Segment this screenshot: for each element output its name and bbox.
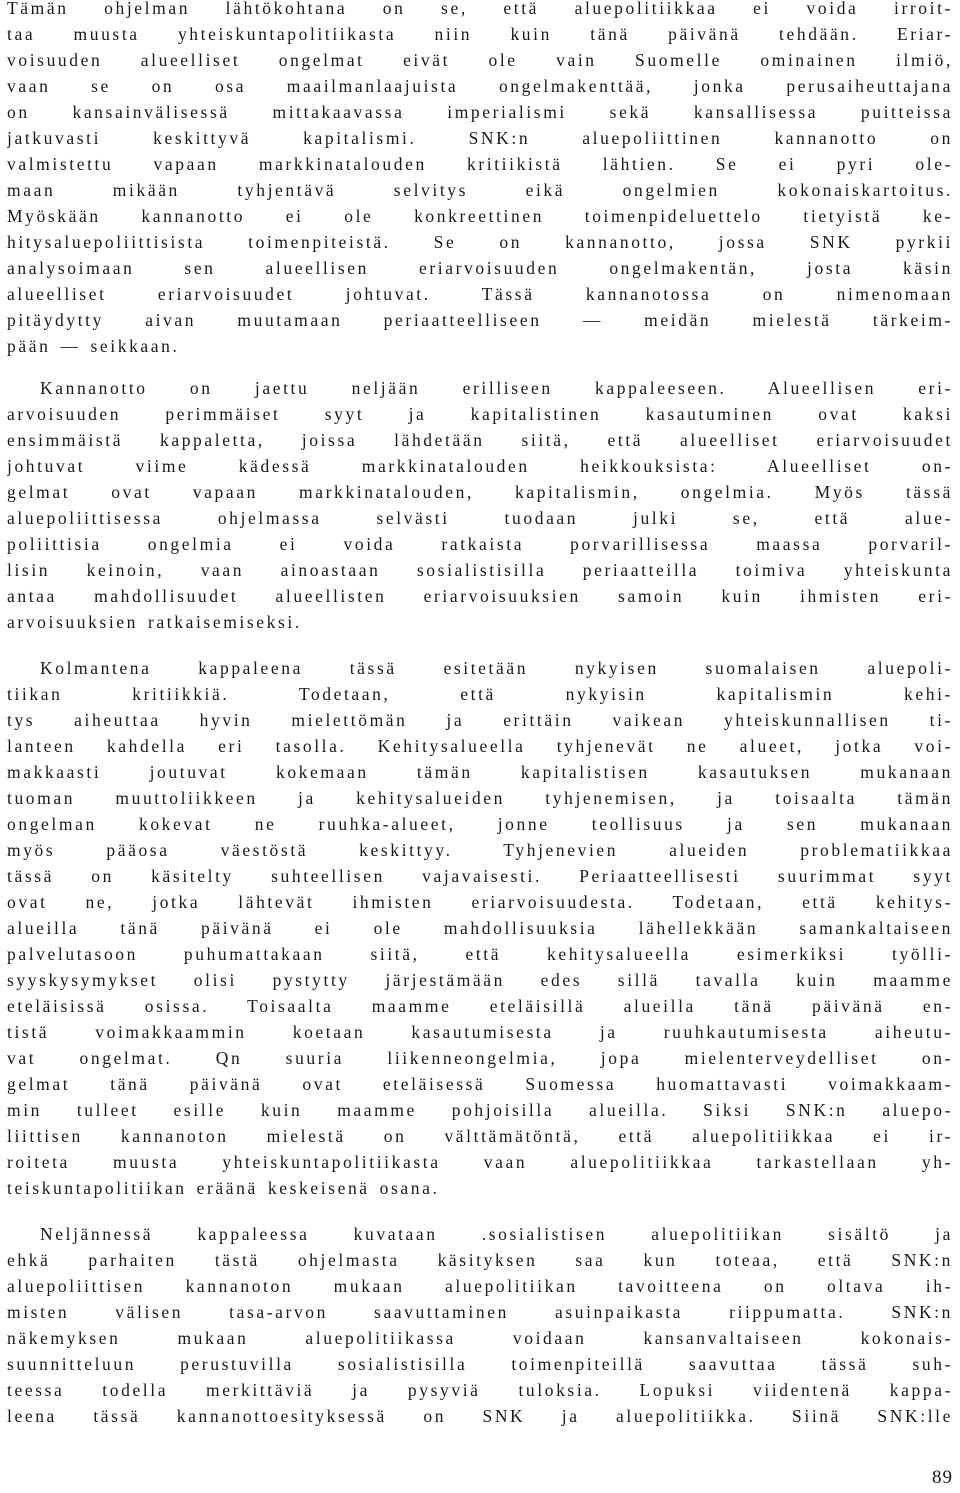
- text-line: antaa mahdollisuudet alueellisten eriarvoisuuksien samoin kuin ihmisten eri-: [7, 586, 953, 606]
- text-line: tys aiheuttaa hyvin mielettömän ja erittäin vaikean yhteiskunnallisen ti-: [7, 710, 953, 730]
- text-line: alueilla tänä päivänä ei ole mahdollisuuksia lähellekkään samankaltaiseen: [7, 918, 953, 938]
- paragraph-4: [7, 1221, 953, 1429]
- text-line: Kolmantena kappaleena tässä esitetään nykyisen suomalaisen aluepoli-: [40, 658, 953, 678]
- text-line: eteläisissä osissa. Toisaalta maamme eteläisillä alueilla tänä päivänä en-: [7, 996, 953, 1016]
- text-line: tässä on käsitelty suhteellisen vajavaisesti. Periaatteellisesti suurimmat syyt: [7, 866, 953, 886]
- text-line: teessa todella merkittäviä ja pysyviä tuloksia. Lopuksi viidentenä kappa-: [7, 1380, 953, 1400]
- text-line: Neljännessä kappaleessa kuvataan .sosialistisen aluepolitiikan sisältö ja: [40, 1224, 953, 1244]
- text-line: ovat ne, jotka lähtevät ihmisten eriarvoisuudesta. Todetaan, että kehitys-: [7, 892, 953, 912]
- text-line: aluepoliittisen kannanoton mukaan aluepolitiikan tavoitteena on oltava ih-: [7, 1276, 953, 1296]
- text-line: analysoimaan sen alueellisen eriarvoisuuden ongelmakentän, josta käsin: [7, 258, 953, 278]
- page-number: 89: [932, 1467, 953, 1488]
- text-line: hitysaluepoliittisista toimenpiteistä. Se on kannanotto, jossa SNK pyrkii: [7, 232, 953, 252]
- text-line: palvelutasoon puhumattakaan siitä, että kehitysalueella esimerkiksi työlli-: [7, 944, 953, 964]
- text-line: ongelman kokevat ne ruuhka-alueet, jonne teollisuus ja sen mukanaan: [7, 814, 953, 834]
- text-line: johtuvat viime kädessä markkinatalouden heikkouksista: Alueelliset on-: [7, 456, 953, 476]
- text-line: poliittisia ongelmia ei voida ratkaista porvarillisessa maassa porvaril-: [7, 534, 953, 554]
- text-line: voisuuden alueelliset ongelmat eivät ole vain Suomelle ominainen ilmiö,: [7, 50, 953, 70]
- text-line: tistä voimakkaammin koetaan kasautumisesta ja ruuhkautumisesta aiheutu-: [7, 1022, 953, 1042]
- text-line: Tämän ohjelman lähtökohtana on se, että aluepolitiikkaa ei voida irroit-: [7, 0, 953, 18]
- text-line: arvoisuuksien ratkaisemiseksi.: [7, 612, 302, 632]
- text-line: maan mikään tyhjentävä selvitys eikä ongelmien kokonaiskartoitus.: [7, 180, 953, 200]
- text-line: gelmat ovat vapaan markkinatalouden, kapitalismin, ongelmia. Myös tässä: [7, 482, 953, 502]
- text-line: ensimmäistä kappaletta, joissa lähdetään siitä, että alueelliset eriarvoisuudet: [7, 430, 953, 450]
- text-line: makkaasti joutuvat kokemaan tämän kapitalistisen kasautuksen mukanaan: [7, 762, 953, 782]
- paragraph-2: [7, 375, 953, 635]
- text-line: jatkuvasti keskittyvä kapitalismi. SNK:n aluepoliittinen kannanotto on: [7, 128, 953, 148]
- text-line: myös pääosa väestöstä keskittyy. Tyhjenevien alueiden problematiikkaa: [7, 840, 953, 860]
- text-line: roiteta muusta yhteiskuntapolitiikasta vaan aluepolitiikkaa tarkastellaan yh-: [7, 1152, 953, 1172]
- text-line: ehkä parhaiten tästä ohjelmasta käsityksen saa kun toteaa, että SNK:n: [7, 1250, 953, 1270]
- text-line: näkemyksen mukaan aluepolitiikassa voidaan kansanvaltaiseen kokonais-: [7, 1328, 953, 1348]
- text-line: on kansainvälisessä mittakaavassa imperialismi sekä kansallisessa puitteissa: [7, 102, 953, 122]
- text-line: teiskuntapolitiikan eräänä keskeisenä osana.: [7, 1178, 440, 1198]
- text-line: pään — seikkaan.: [7, 336, 180, 356]
- text-line: lanteen kahdella eri tasolla. Kehitysalueella tyhjenevät ne alueet, jotka voi-: [7, 736, 953, 756]
- text-line: arvoisuuden perimmäiset syyt ja kapitalistinen kasautuminen ovat kaksi: [7, 404, 953, 424]
- text-line: taa muusta yhteiskuntapolitiikasta niin kuin tänä päivänä tehdään. Eriar-: [7, 24, 953, 44]
- text-line: liittisen kannanoton mielestä on välttämätöntä, että aluepolitiikkaa ei ir-: [7, 1126, 953, 1146]
- text-line: misten välisen tasa-arvon saavuttaminen asuinpaikasta riippumatta. SNK:n: [7, 1302, 953, 1322]
- text-line: Myöskään kannanotto ei ole konkreettinen toimenpideluettelo tietyistä ke-: [7, 206, 953, 226]
- text-line: gelmat tänä päivänä ovat eteläisessä Suomessa huomattavasti voimakkaam-: [7, 1074, 953, 1094]
- text-line: aluepoliittisessa ohjelmassa selvästi tuodaan julki se, että alue-: [7, 508, 953, 528]
- text-line: alueelliset eriarvoisuudet johtuvat. Tässä kannanotossa on nimenomaan: [7, 284, 953, 304]
- text-line: valmistettu vapaan markkinatalouden kritiikistä lähtien. Se ei pyri ole-: [7, 154, 953, 174]
- text-line: tuoman muuttoliikkeen ja kehitysalueiden tyhjenemisen, ja toisaalta tämän: [7, 788, 953, 808]
- paragraph-1: [7, 0, 953, 359]
- text-line: syyskysymykset olisi pystytty järjestämään edes sillä tavalla kuin maamme: [7, 970, 953, 990]
- text-line: leena tässä kannanottoesityksessä on SNK ja aluepolitiikka. Siinä SNK:lle: [7, 1406, 953, 1426]
- text-line: min tulleet esille kuin maamme pohjoisilla alueilla. Siksi SNK:n aluepo-: [7, 1100, 953, 1120]
- text-line: suunnitteluun perustuvilla sosialistisilla toimenpiteillä saavuttaa tässä suh-: [7, 1354, 953, 1374]
- text-line: tiikan kritiikkiä. Todetaan, että nykyisin kapitalismin kehi-: [7, 684, 953, 704]
- text-line: vaan se on osa maailmanlaajuista ongelmakenttää, jonka perusaiheuttajana: [7, 76, 953, 96]
- text-line: vat ongelmat. Qn suuria liikenneongelmia, jopa mielenterveydelliset on-: [7, 1048, 953, 1068]
- paragraph-3: [7, 655, 953, 1201]
- text-line: lisin keinoin, vaan ainoastaan sosialistisilla periaatteilla toimiva yhteiskunta: [7, 560, 953, 580]
- text-line: Kannanotto on jaettu neljään erilliseen kappaleeseen. Alueellisen eri-: [40, 378, 953, 398]
- text-line: pitäydytty aivan muutamaan periaatteelliseen — meidän mielestä tärkeim-: [7, 310, 953, 330]
